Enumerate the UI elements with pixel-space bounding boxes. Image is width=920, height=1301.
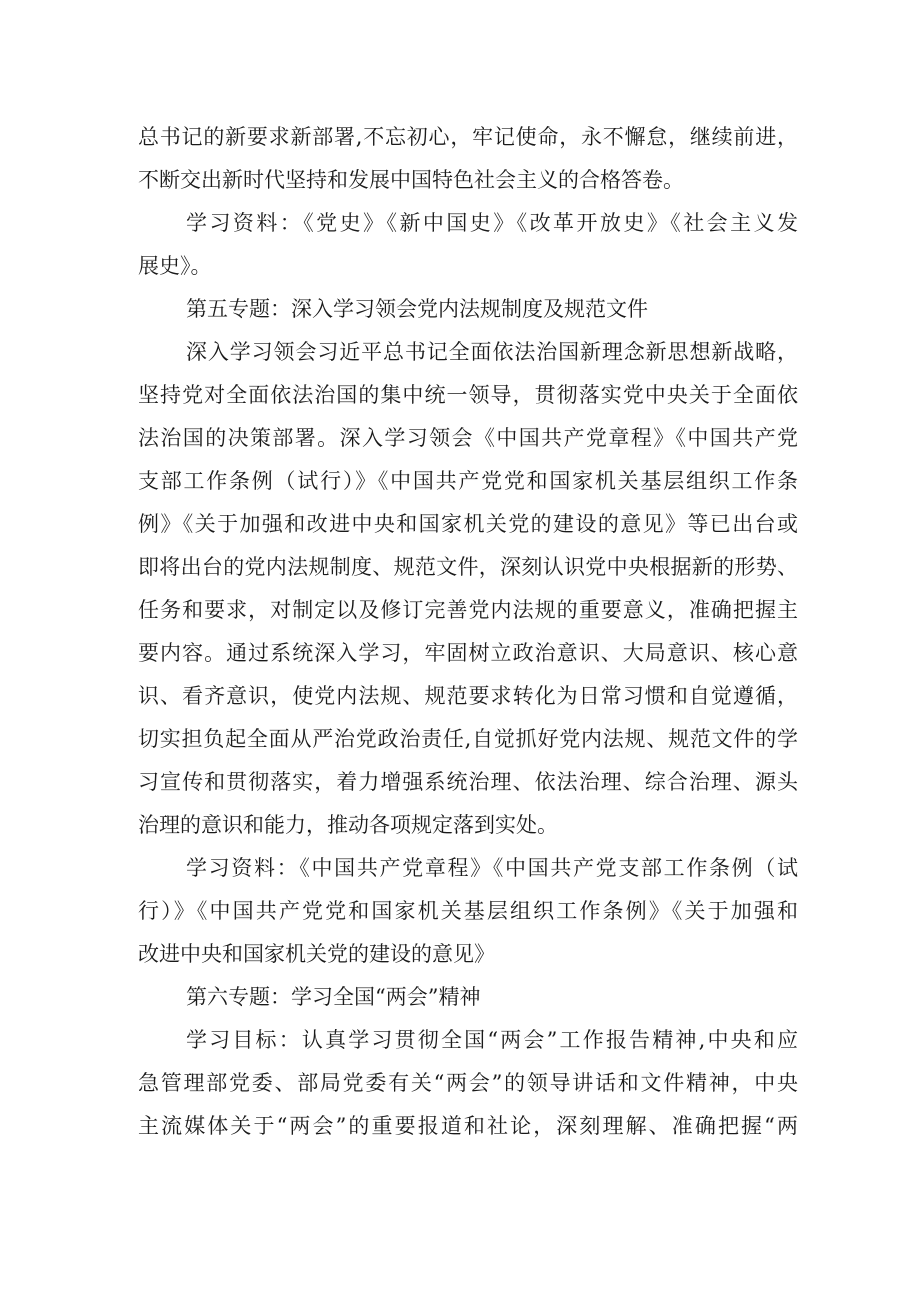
text-line: 法治国的决策部署。深入学习领会《中国共产党章程》《中国共产党: [138, 426, 798, 450]
section-heading: 第五专题：深入学习领会党内法规制度及规范文件: [186, 297, 648, 321]
text-line: 学习资料：《中国共产党章程》《中国共产党支部工作条例（试: [186, 856, 798, 880]
text-line: 总书记的新要求新部署,不忘初心，牢记使命，永不懈怠，继续前进，: [138, 125, 798, 149]
text-line: 主流媒体关于“两会”的重要报道和社论，深刻理解、准确把握“两: [138, 1114, 798, 1138]
text-line: 支部工作条例（试行）》《中国共产党党和国家机关基层组织工作条: [138, 469, 798, 493]
text-line: 学习资料：《党史》《新中国史》《改革开放史》《社会主义发: [186, 211, 798, 235]
text-line: 改进中央和国家机关党的建设的意见》: [138, 942, 495, 966]
text-line: 习宣传和贯彻落实，着力增强系统治理、依法治理、综合治理、源头: [138, 770, 798, 794]
text-line: 行）》《中国共产党党和国家机关基层组织工作条例》《关于加强和: [138, 899, 798, 923]
text-line: 坚持党对全面依法治国的集中统一领导，贯彻落实党中央关于全面依: [138, 383, 798, 407]
text-line: 深入学习领会习近平总书记全面依法治国新理念新思想新战略，: [186, 340, 798, 364]
text-line: 治理的意识和能力，推动各项规定落到实处。: [138, 813, 558, 837]
text-line: 不断交出新时代坚持和发展中国特色社会主义的合格答卷。: [138, 168, 684, 192]
text-line: 任务和要求，对制定以及修订完善党内法规的重要意义，准确把握主: [138, 598, 798, 622]
text-line: 展史》。: [138, 254, 212, 278]
text-line: 识、看齐意识，使党内法规、规范要求转化为日常习惯和自觉遵循，: [138, 684, 798, 708]
text-line: 例》《关于加强和改进中央和国家机关党的建设的意见》等已出台或: [138, 512, 798, 536]
text-line: 急管理部党委、部局党委有关“两会”的领导讲话和文件精神，中央: [138, 1071, 798, 1095]
text-line: 学习目标：认真学习贯彻全国“两会”工作报告精神,中央和应: [186, 1028, 798, 1052]
text-line: 要内容。通过系统深入学习，牢固树立政治意识、大局意识、核心意: [138, 641, 798, 665]
text-line: 即将出台的党内法规制度、规范文件，深刻认识党中央根据新的形势、: [138, 555, 798, 579]
section-heading: 第六专题：学习全国“两会”精神: [186, 985, 481, 1009]
text-line: 切实担负起全面从严治党政治责任,自觉抓好党内法规、规范文件的学: [138, 727, 798, 751]
